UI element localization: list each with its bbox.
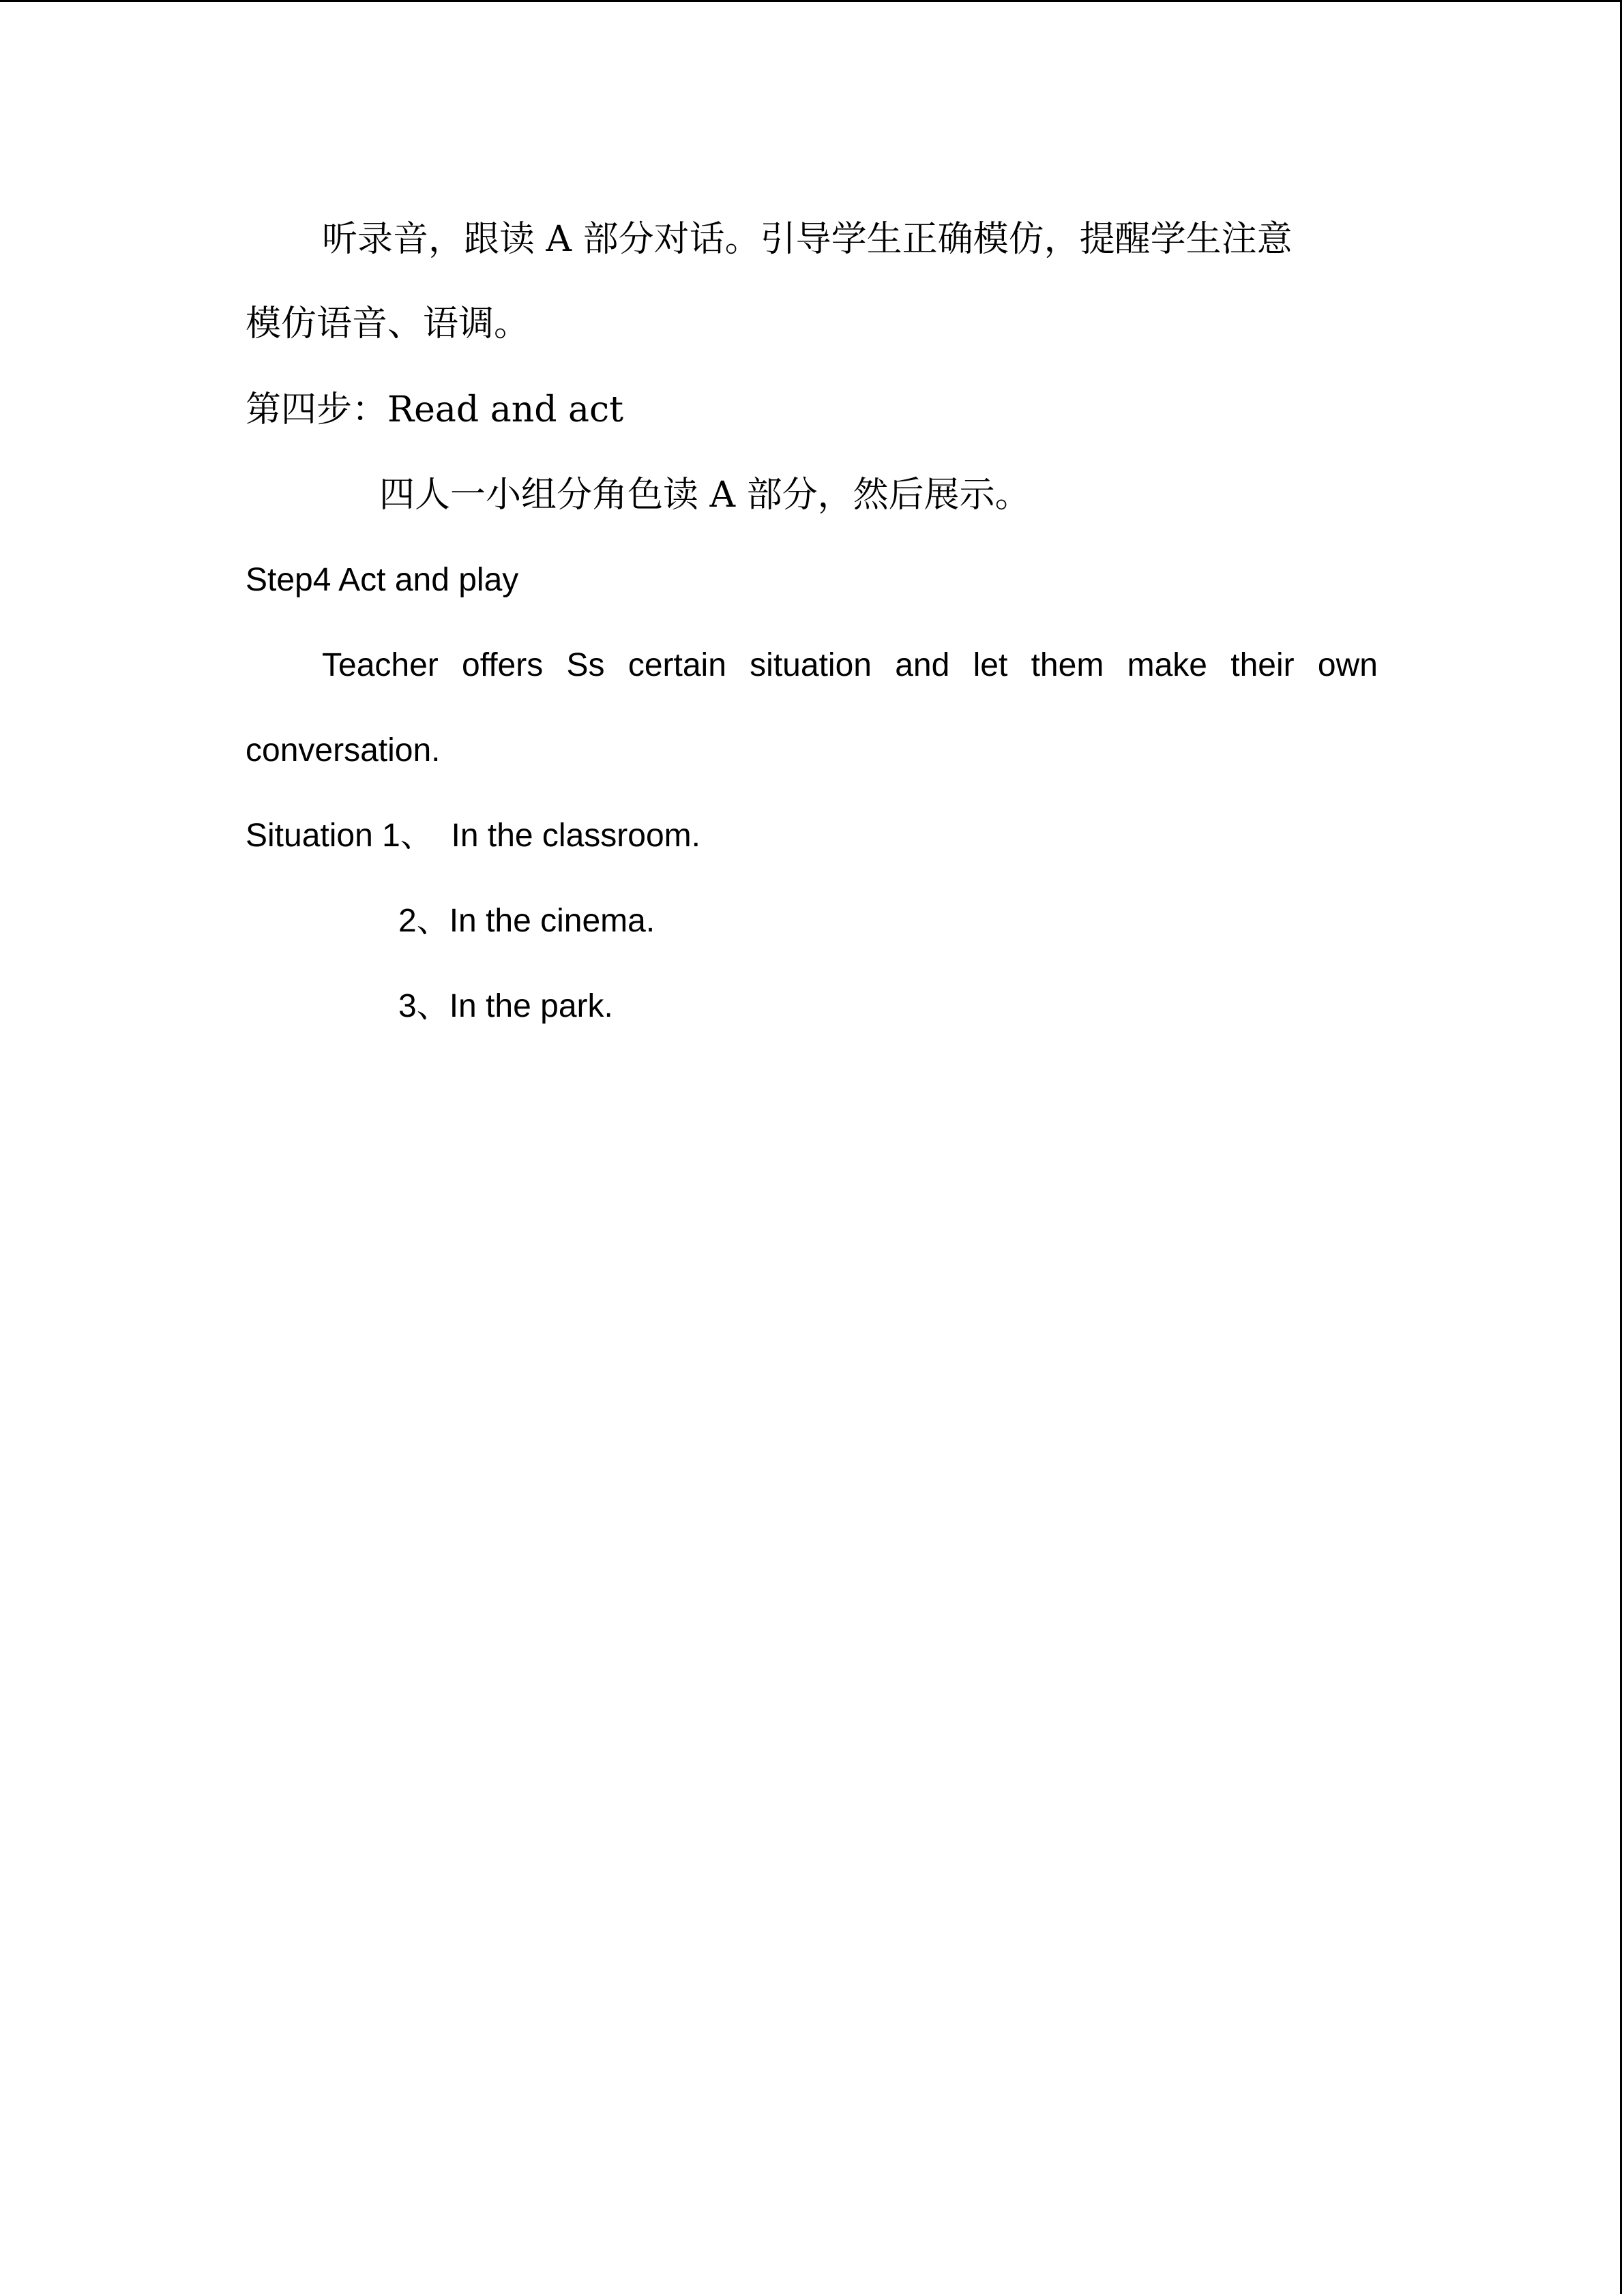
word: their bbox=[1230, 647, 1295, 683]
word: Ss bbox=[566, 647, 605, 683]
step4-act-and-play-heading: Step4 Act and play bbox=[246, 562, 519, 598]
situation-2: 2、In the cinema. bbox=[398, 903, 655, 939]
word: situation bbox=[750, 647, 872, 683]
word: make bbox=[1127, 647, 1207, 683]
word: Teacher bbox=[322, 647, 439, 683]
situation-3: 3、In the park. bbox=[398, 988, 613, 1024]
word: certain bbox=[628, 647, 726, 683]
teacher-offers-line-2: conversation. bbox=[246, 732, 441, 769]
situation-1: Situation 1、 In the classroom. bbox=[246, 818, 700, 854]
step-four-heading: 第四步：Read and act bbox=[246, 389, 624, 430]
word: them bbox=[1031, 647, 1104, 683]
group-reading-instruction: 四人一小组分角色读 A 部分，然后展示。 bbox=[379, 475, 1031, 516]
word: offers bbox=[462, 647, 544, 683]
paragraph-listen-line-1: 听录音，跟读 A 部分对话。引导学生正确模仿，提醒学生注意 bbox=[322, 219, 1293, 260]
paragraph-listen-line-2: 模仿语音、语调。 bbox=[246, 303, 530, 344]
teacher-offers-line-1 bbox=[322, 649, 1378, 682]
word: and bbox=[895, 647, 950, 683]
word: let bbox=[973, 647, 1008, 683]
word: own bbox=[1317, 647, 1378, 683]
